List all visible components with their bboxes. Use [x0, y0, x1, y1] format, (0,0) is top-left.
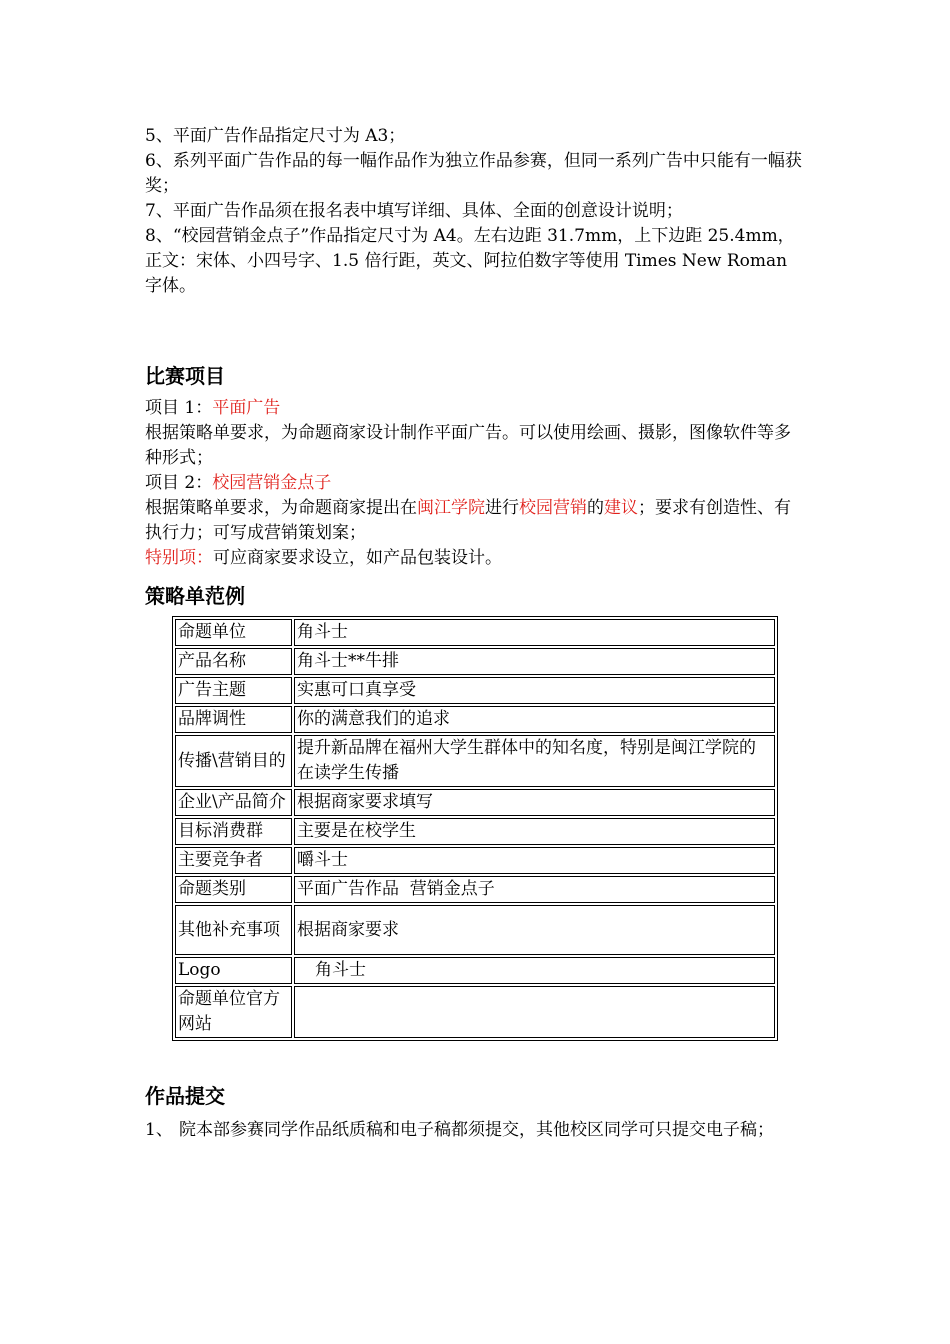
submit-item-1 — [145, 1118, 807, 1143]
table-row — [175, 818, 775, 845]
table-value: 根据商家要求 — [294, 905, 775, 955]
table-key: 主要竞争者 — [175, 847, 292, 874]
project-1-name: 平面广告 — [212, 398, 281, 418]
project-2-name: 校园营销金点子 — [212, 473, 332, 493]
table-row — [175, 876, 775, 903]
table-row — [175, 847, 775, 874]
table-value: 主要是在校学生 — [294, 818, 775, 845]
rule-6: 6、系列平面广告作品的每一幅作品作为独立作品参赛，但同一系列广告中只能有一幅获奖； — [145, 151, 802, 196]
table-row — [175, 905, 775, 955]
project-2-desc-highlight: 闽江学院 — [417, 498, 485, 518]
project-2-desc-part: 的 — [587, 498, 604, 518]
table-key: 品牌调性 — [175, 706, 292, 733]
rule-5: 5、平面广告作品指定尺寸为 A3； — [145, 126, 406, 146]
projects-heading: 比赛项目 — [145, 364, 225, 388]
table-value: 提升新品牌在福州大学生群体中的知名度，特别是闽江学院的在读学生传播 — [294, 735, 775, 787]
rule-7: 7、平面广告作品须在报名表中填写详细、具体、全面的创意设计说明； — [145, 201, 683, 221]
table-value: 角斗士 — [294, 619, 775, 646]
strategy-heading: 策略单范例 — [145, 584, 245, 608]
project-2-prefix: 项目 2： — [145, 473, 213, 493]
strategy-table — [172, 616, 778, 1041]
document-page — [145, 124, 807, 1143]
project-2-desc-part: 进行 — [485, 498, 519, 518]
table-key: 其他补充事项 — [175, 905, 292, 955]
table-key: 企业\产品简介 — [175, 789, 292, 816]
table-value — [294, 986, 775, 1038]
project-2-desc-highlight: 校园营销 — [519, 498, 587, 518]
table-key: 产品名称 — [175, 648, 292, 675]
table-row — [175, 957, 775, 984]
table-key: 命题单位官方网站 — [175, 986, 292, 1038]
table-value: 角斗士 — [294, 957, 775, 984]
special-item — [145, 546, 807, 571]
project-2-desc — [145, 496, 807, 546]
table-row — [175, 986, 775, 1038]
table-key: Logo — [175, 957, 292, 984]
table-key: 命题类别 — [175, 876, 292, 903]
table-value: 你的满意我们的追求 — [294, 706, 775, 733]
table-key: 传播\营销目的 — [175, 735, 292, 787]
project-1-prefix: 项目 1： — [145, 398, 213, 418]
table-key: 广告主题 — [175, 677, 292, 704]
project-1-desc: 根据策略单要求，为命题商家设计制作平面广告。可以使用绘画、摄影，图像软件等多种形式； — [145, 423, 791, 468]
submit-item-1-text: 院本部参赛同学作品纸质稿和电子稿都须提交，其他校区同学可只提交电子稿； — [179, 1120, 774, 1140]
project-2-desc-part: 根据策略单要求，为命题商家提出在 — [145, 498, 417, 518]
table-row — [175, 735, 775, 787]
special-label: 特别项： — [145, 548, 213, 568]
rule-8: 8、“校园营销金点子”作品指定尺寸为 A4。左右边距 31.7mm，上下边距 25.4mm，正文：宋体、小四号字、1.5 倍行距，英文、阿拉伯数字等使用 Times New Roman 字体。 — [145, 226, 795, 296]
table-row — [175, 677, 775, 704]
project-1-line — [145, 396, 807, 421]
project-2-desc-part: ；要求有创造性、有执行力；可写成营销策划案； — [145, 498, 791, 543]
table-row — [175, 648, 775, 675]
table-row — [175, 789, 775, 816]
table-value: 平面广告作品 营销金点子 — [294, 876, 775, 903]
table-key: 命题单位 — [175, 619, 292, 646]
submit-item-1-num: 1、 — [145, 1120, 173, 1140]
special-desc: 可应商家要求设立，如产品包装设计。 — [213, 548, 502, 568]
table-row — [175, 706, 775, 733]
table-value: 嚼斗士 — [294, 847, 775, 874]
project-2-line — [145, 471, 807, 496]
table-value: 角斗士**牛排 — [294, 648, 775, 675]
table-key: 目标消费群 — [175, 818, 292, 845]
table-value: 根据商家要求填写 — [294, 789, 775, 816]
table-row — [175, 619, 775, 646]
submit-heading: 作品提交 — [145, 1084, 225, 1108]
project-2-desc-highlight: 建议 — [604, 498, 638, 518]
table-value: 实惠可口真享受 — [294, 677, 775, 704]
